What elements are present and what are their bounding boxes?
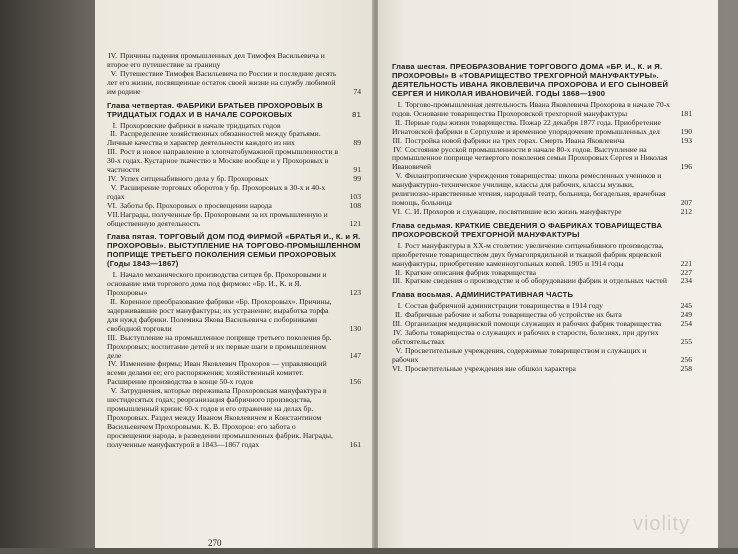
left-page-content [107, 52, 361, 450]
right-page [378, 0, 718, 554]
toc-entry: II. Распределение хозяйственных обязанностей между братьями. Личные качества и характер деятельности каждого из них 89 [107, 129, 361, 148]
toc-entry: III. Выступление на промышленное поприще третьего поколения бр. Прохоровых; воспитание детей и их первые шаги в промышленном деле 147 [107, 332, 361, 360]
toc-entry: IV. Изменение фирмы; Иван Яковлевич Прохоров — управляющий всеми делами ее; его распоряжения; хозяйственный комитет. Расширение производства в конце 50-х годов 156 [107, 359, 361, 387]
toc-entry: II. Первые годы жизни товарищества. Пожар 22 декабря 1877 года. Приобретение Игнатовской фабрики в Серпухове и временное упорядочение промышленных дел 190 [392, 117, 692, 136]
toc-entry: IV. Успех ситценабивного дела у бр. Прохоровых 99 [108, 173, 361, 183]
chapter-heading: Глава четвертая. ФАБРИКИ БРАТЬЕВ ПРОХОРОВЫХ В ТРИДЦАТЫХ ГОДАХ И В НАЧАЛЕ СОРОКОВЫХ 81 [107, 100, 361, 119]
toc-entry: II. Фабричные рабочие и заботы товарищества об устройстве их быта 249 [395, 310, 692, 320]
chapter-heading: Глава седьмая. КРАТКИЕ СВЕДЕНИЯ О ФАБРИКАХ ТОВАРИЩЕСТВА ПРОХОРОВСКОЙ ТРЕХГОРНОЙ МАНУФАКТУРЫ [392, 220, 663, 239]
toc-entry: II. Краткие описания фабрик товарищества 227 [395, 267, 692, 277]
toc-entry: I. Начало механического производства ситцев бр. Прохоровыми и основание ими торгового дома под фирмою: «Бр. И., К. и Я. Прохоровы» 123 [107, 270, 361, 298]
left-page [95, 0, 373, 554]
toc-entry: V. Путешествие Тимофея Васильевича по России и последние десять лет его жизни, посвященные остаток своей жизни на службу любимой им родине 74 [107, 68, 361, 96]
right-page-content [392, 58, 692, 374]
page-number: 270 [208, 538, 222, 548]
toc-entry: V. Затруднения, которые переживала Прохоровская мануфактура в шестидесятых годах; реорганизация фабричного производства, промышленный кризис 60-х годов и его отражение на делах бр. Прохоровых. Раздел между Иваном Яковлевичем и Константином Васильевичем Прохоровыми. К. В. Прохоров: его забота о просвещении народа, в разведении промышленных фабрик. Награды, полученные мануфактурой в 1843—1867 годах 161 [107, 386, 361, 449]
toc-entry: I. Рост мануфактуры в XX-м столетии: увеличение ситценабивного производства, приобретение товариществом двух бумагопрядильной и ткацкой фабрик ярцевской мануфактуры, приобретение каменноугольных копей. 1905 и 1914 годы 221 [392, 240, 692, 268]
toc-entry: I. Прохоровские фабрики в начале тридцатых годов [112, 120, 281, 130]
left-shadow [0, 0, 95, 554]
toc-entry: VII.Награды, полученные бр. Прохоровыми за их промышленную и общественную деятельность 121 [107, 209, 361, 228]
bottom-edge [0, 548, 738, 554]
toc-entry: V. Просветительные учреждения, содержимые товариществом и служащих и рабочих 256 [392, 345, 692, 364]
toc-entry: I. Торгово-промышленная деятельность Ивана Яковлевича Прохорова в начале 70-х годов. Основание товарищества Прохоровской трехгорной мануфактуры 181 [392, 100, 692, 118]
toc-entry: VI. Просветительные учреждения вне обшкол характера 258 [392, 363, 692, 373]
toc-entry: VI. Заботы бр. Прохоровых о просвещении народа 108 [107, 200, 361, 210]
chapter-heading: Глава восьмая. АДМИНИСТРАТИВНАЯ ЧАСТЬ [392, 290, 574, 300]
toc-entry: I. Состав фабричной администрации товарищества в 1914 году 245 [397, 301, 692, 311]
toc-entry: III. Рост и новое направление в хлопчатобумажной промышленности в 30-х годах. Кустарное ткачество в Москве вообще и у Прохоровых в частности 91 [107, 147, 361, 175]
toc-entry: V. Расширение торговых оборотов у бр. Прохоровых в 30-х и 40-х годах 103 [107, 182, 361, 201]
toc-entry: VI. С. И. Прохоров и служащие, посвятившие всю жизнь мануфактуре 212 [392, 206, 692, 216]
chapter-heading: Глава шестая. ПРЕОБРАЗОВАНИЕ ТОРГОВОГО ДОМА «БР. И., К. и Я. ПРОХОРОВЫ» В «ТОВАРИЩЕСТВО ТРЕХГОРНОЙ МАНУФАКТУРЫ». ДЕЯТЕЛЬНОСТЬ ИВАНА ЯКОВЛЕВИЧА ПРОХОРОВА И ЕГО СЫНОВЕЙ СЕРГЕЯ И НИКОЛАЯ ИВАНОВИЧЕЙ. ГОДЫ 1868—1900 [392, 62, 669, 98]
toc-entry: II. Коренное преобразование фабрики «Бр. Прохоровых». Причины, задерживавшие рост мануфактуры; их устранение; выработка торфа для нужд фабрики. Полемика Якова Васильевича с поборниками свободной торговли 130 [107, 297, 361, 333]
toc-entry: IV. Причины падения промышленных дел Тимофея Васильевича и второе его путешествие за границу [107, 51, 325, 69]
toc-entry: IV. Заботы товарищества о служащих и рабочих в старости, болезнях, при других обстоятельствах 255 [392, 328, 692, 346]
toc-entry: III. Организация медицинской помощи служащих и рабочих фабрик товарищества 254 [392, 319, 692, 329]
toc-entry: III. Краткие сведения о производстве и об оборудовании фабрик и отдельных частей 234 [392, 276, 692, 286]
chapter-heading: Глава пятая. ТОРГОВЫЙ ДОМ ПОД ФИРМОЙ «БРАТЬЯ И., К. и Я. ПРОХОРОВЫ». ВЫСТУПЛЕНИЕ НА ТОРГОВО-ПРОМЫШЛЕННОМ ПОПРИЩЕ ТРЕТЬЕГО ПОКОЛЕНИЯ СЕМЬИ ПРОХОРОВЫХ (Годы 1843—1867) [107, 232, 361, 269]
watermark: violity [632, 513, 690, 535]
toc-entry: III. Постройка новой фабрики на трех горах. Смерть Ивана Яковлевича 193 [392, 135, 692, 145]
toc-entry: IV. Состояние русской промышленности в начале 80-х годов. Выступление на промышленное поприще четвертого поколения семьи Прохоровых Сергея и Николая Ивановичей 196 [392, 144, 692, 172]
toc-entry: V. Филантропические учреждения товарищества: школа ремесленных учеников и мануфактурно-техническое училище, классы для рабочих, классы музыки, религиозно-нравственные чтения, народный театр, больница, богадельня, врачебная помощь, больница 207 [392, 171, 692, 207]
